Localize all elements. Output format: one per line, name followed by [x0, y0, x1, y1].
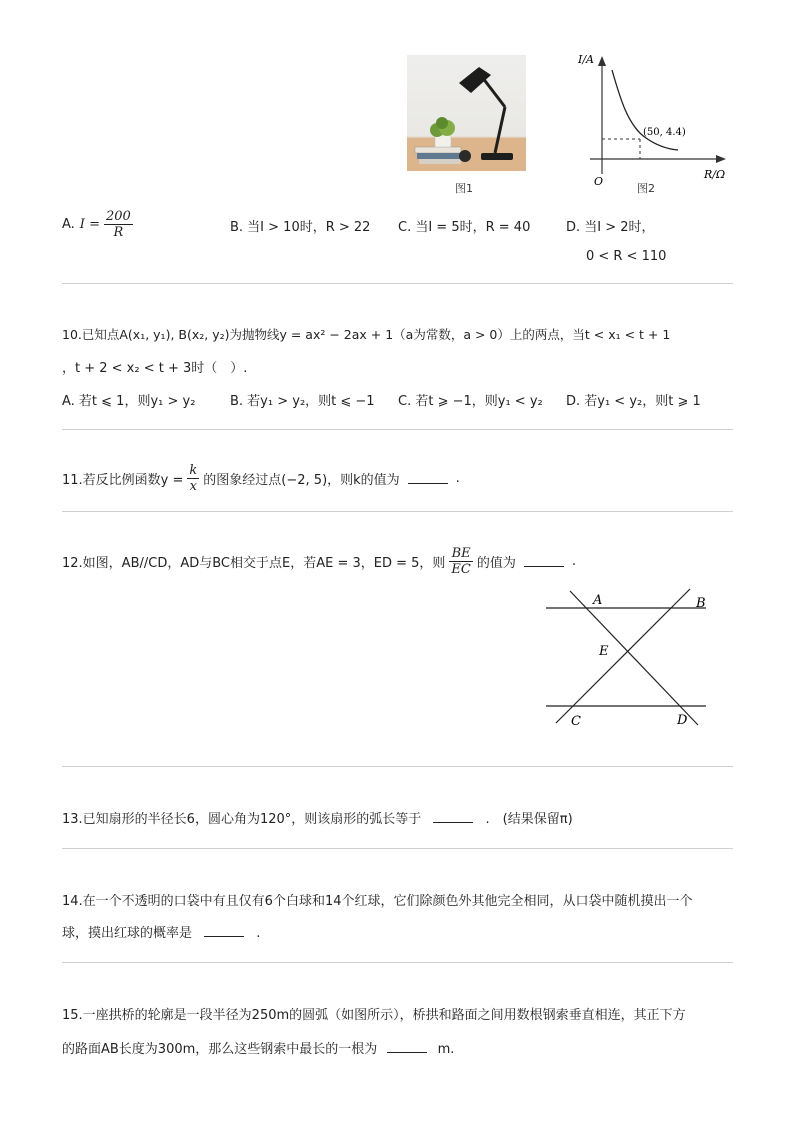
desk-lamp-illustration [407, 55, 526, 171]
answer-blank [408, 473, 448, 484]
point-c-label: C [571, 714, 581, 729]
q13-text: 13.已知扇形的半径长6，圆心角为120°，则该扇形的弧长等于 [62, 812, 422, 827]
divider [62, 283, 733, 284]
q11-prefix: 11.若反比例函数y = [62, 472, 184, 488]
q9-option-d-continued: 0 < R < 110 [586, 249, 667, 264]
q14-text: 球，摸出红球的概率是 [62, 926, 193, 941]
point-d-label: D [677, 713, 688, 728]
q12-suffix: 的值为 [476, 555, 516, 571]
q13-stem [62, 808, 573, 827]
y-axis-arrow-icon [598, 56, 606, 66]
figure2-caption: 图2 [637, 182, 655, 195]
q11-suffix: 的图象经过点(−2, 5)，则k的值为 [203, 472, 400, 488]
q9-option-c: C. 当I = 5时，R = 40 [398, 220, 531, 235]
figure1-caption: 图1 [455, 182, 473, 195]
q12-prefix: 12.如图，AB//CD，AD与BC相交于点E，若AE = 3，ED = 5，则 [62, 555, 446, 571]
fraction-denominator: EC [451, 561, 471, 577]
origin-label: O [594, 175, 604, 188]
plant-leaves [436, 117, 448, 129]
point-b-label: B [696, 596, 706, 611]
q14-stem-line2 [62, 922, 260, 941]
desk-lamp-photo [407, 55, 526, 171]
x-axis-label: R/Ω [704, 168, 726, 181]
q15-stem-line2 [62, 1038, 454, 1057]
q12-fraction [449, 546, 472, 577]
q15-text: 的路面AB长度为300m，那么这些钢索中最长的一根为 [62, 1042, 378, 1057]
answer-blank [387, 1042, 427, 1053]
fraction-numerator: k [189, 462, 198, 478]
q14-stem-line1: 14.在一个不透明的口袋中有且仅有6个白球和14个红球，它们除颜色外其他完全相同，从口袋中随机摸出一个 [62, 894, 693, 909]
x-axis-arrow-icon [716, 155, 726, 163]
q12-end: . [571, 553, 576, 569]
q11-fraction [187, 463, 199, 494]
point-label: (50, 4.4) [643, 127, 686, 138]
q10-stem-line2: ，t + 2 < x₂ < t + 3时（ ）. [62, 361, 248, 376]
clock [459, 150, 471, 162]
inverse-curve [612, 70, 678, 150]
lamp-base [481, 153, 513, 160]
answer-blank [524, 556, 564, 567]
fraction-denominator: R [113, 224, 124, 240]
fraction-numerator: BE [449, 546, 472, 562]
line-ad [570, 591, 698, 725]
q11-stem [62, 460, 460, 496]
option-a-fraction [104, 209, 133, 240]
divider [62, 848, 733, 849]
book [419, 159, 461, 164]
divider [62, 766, 733, 767]
q14-end: . [256, 926, 261, 941]
q13-end: . (结果保留π) [485, 812, 573, 827]
point-a-label: A [593, 593, 603, 608]
parallel-lines-figure [540, 585, 720, 730]
q9-option-d: D. 当I > 2时， [566, 220, 655, 235]
point-e-label: E [599, 644, 609, 659]
q15-stem-line1: 15.一座拱桥的轮廓是一段半径为250m的圆弧（如图所示），桥拱和路面之间用数根钢索垂直相连，其正下方 [62, 1008, 686, 1023]
book-stack [415, 147, 461, 153]
answer-blank [433, 812, 473, 823]
q10-option-a: A. 若t ⩽ 1，则y₁ > y₂ [62, 394, 196, 409]
fraction-denominator: x [189, 478, 198, 494]
q12-stem [62, 542, 576, 580]
divider [62, 962, 733, 963]
q9-option-b: B. 当I > 10时，R > 22 [230, 220, 371, 235]
option-a-prefix: A. [62, 216, 75, 232]
answer-blank [204, 926, 244, 937]
q10-option-c: C. 若t ⩾ −1，则y₁ < y₂ [398, 394, 543, 409]
q10-option-d: D. 若y₁ < y₂，则t ⩾ 1 [566, 394, 701, 409]
q10-option-b: B. 若y₁ > y₂，则t ⩽ −1 [230, 394, 375, 409]
y-axis-label: I/A [578, 53, 594, 66]
q11-end: . [455, 470, 460, 486]
q15-end: m. [437, 1042, 455, 1057]
divider [62, 429, 733, 430]
q9-option-a [62, 206, 133, 242]
divider [62, 511, 733, 512]
q10-stem-line1: 10.已知点A(x₁, y₁), B(x₂, y₂)为抛物线y = ax² − 2ax + 1（a为常数，a > 0）上的两点，当t < x₁ < t + 1 [62, 327, 671, 342]
option-a-lhs: I = [79, 216, 100, 232]
current-resistance-graph [570, 48, 740, 188]
fraction-numerator: 200 [105, 208, 131, 224]
line-bc [556, 589, 690, 723]
book [417, 153, 461, 159]
